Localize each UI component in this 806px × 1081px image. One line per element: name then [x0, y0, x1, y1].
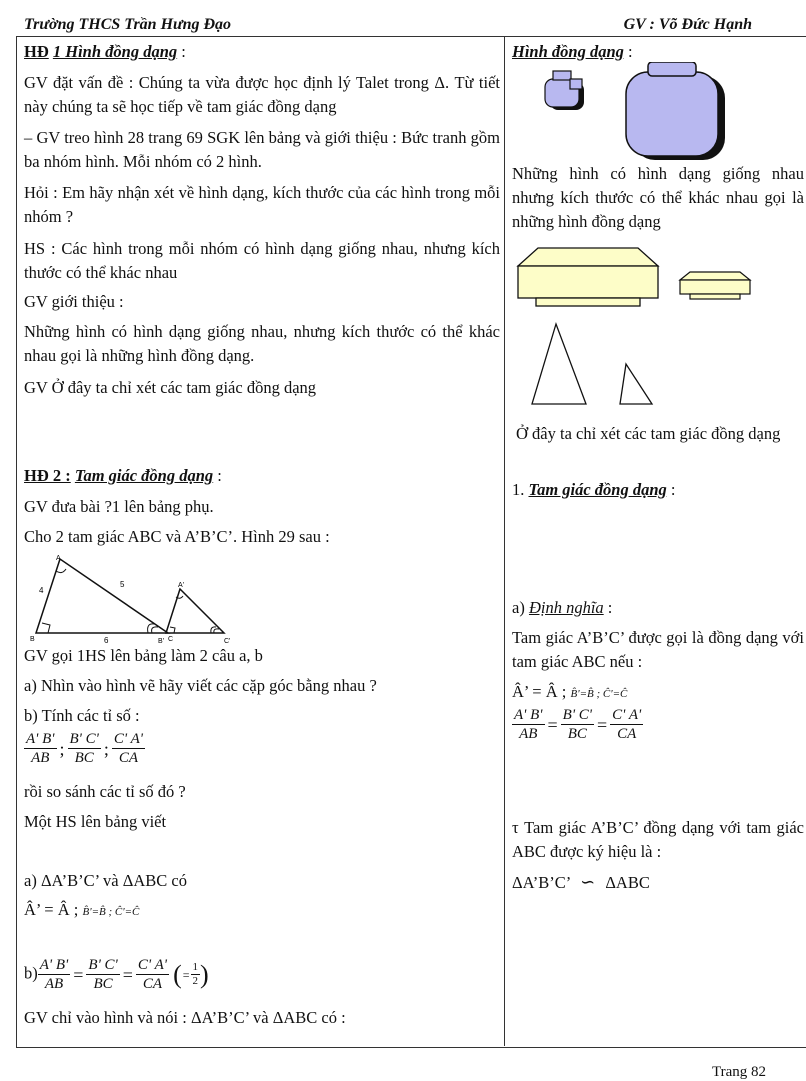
page-number: Trang 82 — [711, 1064, 766, 1080]
fraction-b1c1-bc: $\frac{B' C'}{BC}$ — [69, 731, 99, 766]
left-p12: b) Tính các tỉ số : — [24, 706, 140, 725]
triangle-a1b1c1 — [166, 589, 224, 633]
left-p4: HS : Các hình trong mỗi nhóm có hình dạng giống nhau, nhưng kích thước có thể khác nhau — [24, 239, 500, 282]
left-p5: GV giới thiệu : — [24, 292, 124, 311]
right-p2: Ở đây ta chỉ xét các tam giác đồng dạng — [516, 424, 781, 443]
angle-mark-a — [56, 569, 66, 573]
triangle-abc — [36, 559, 168, 633]
label-b1: B' — [158, 638, 165, 645]
angle-mark-b — [42, 623, 50, 633]
notation-note: τ Tam giác A’B’C’ đồng dạng với tam giác ABC được ký hiệu là : — [512, 818, 804, 861]
left-p16: GV chỉ vào hình và nói : ΔA’B’C’ và ΔABC có : — [24, 1008, 346, 1027]
right-p1: Những hình có hình dạng giống nhau nhưng kích thước có thể khác nhau gọi là những hình đồng dạng — [512, 164, 804, 231]
fraction-c1a1-ca: $\frac{C' A'}{CA}$ — [113, 731, 143, 766]
similar-symbol: ∽ — [580, 872, 596, 892]
section-1-heading: 1. Tam giác đồng dạng : — [512, 480, 676, 499]
teacher-name: GV : Võ Đức Hạnh — [623, 16, 752, 33]
large-box — [518, 266, 658, 298]
left-p2: – GV treo hình 28 trang 69 SGK lên bảng và giới thiệu : Bức tranh gồm ba nhóm hình. Mỗi nhóm có 2 hình. — [24, 128, 500, 171]
label-a: A — [56, 555, 61, 562]
right-angle-equalities: Â’ = Â ; B̂'=B̂ ; Ĉ'=Ĉ — [512, 682, 628, 701]
angle-mark-c2 — [152, 627, 158, 633]
definition-text: Tam giác A’B’C’ được gọi là đồng dạng với tam giác ABC nếu : — [512, 628, 804, 671]
ratio-expression: $\frac{A' B'}{AB}$ ; $\frac{B' C'}{BC}$ ; $\frac{C' A'}{CA}$ — [26, 731, 143, 766]
fraction-a1b1-ab: $\frac{A' B'}{AB}$ — [26, 731, 55, 766]
left-p3: Hỏi : Em hãy nhận xét về hình dạng, kích thước của các hình trong mỗi nhóm ? — [24, 183, 500, 226]
left-angle-equalities: Â’ = Â ; B̂'=B̂ ; Ĉ'=Ĉ — [24, 900, 140, 919]
label-c1: C' — [224, 638, 231, 645]
hd1-heading: HĐ 1 Hình đồng dạng : — [24, 42, 186, 61]
left-p7: GV Ở đây ta chỉ xét các tam giác đồng dạng — [24, 378, 317, 397]
left-p9: Cho 2 tam giác ABC và A’B’C’. Hình 29 sau : — [24, 527, 330, 546]
school-name: Trường THCS Trần Hưng Đạo — [24, 16, 232, 33]
label-side-4: 4 — [39, 586, 44, 595]
fraction-answer-1: $\frac{A' B'}{AB}$ — [39, 957, 69, 992]
left-p11: a) Nhìn vào hình vẽ hãy viết các cặp góc bằng nhau ? — [24, 676, 377, 695]
label-b: B — [30, 636, 35, 643]
label-side-5: 5 — [120, 580, 125, 589]
left-p6: Những hình có hình dạng giống nhau, nhưng kích thước có thể khác nhau gọi là những hình đồng dạng. — [24, 322, 500, 365]
large-triangle — [532, 324, 586, 404]
small-triangle — [620, 364, 652, 404]
left-p14: Một HS lên bảng viết — [24, 812, 167, 831]
left-ratio-answer: b) $\frac{A' B'}{AB}$ = $\frac{B' C'}{BC}$ = $\frac{C' A'}{CA}$ (= $\frac{1}{2}$ ) — [24, 957, 209, 992]
angle-mark-b1 — [170, 627, 175, 633]
column-divider — [504, 36, 505, 1046]
hd2-heading: HĐ 2 : Tam giác đồng dạng : — [24, 466, 222, 485]
right-ratio-expression: $\frac{A' B'}{AB}$ = $\frac{B' C'}{BC}$ = $\frac{C' A'}{CA}$ — [514, 707, 642, 742]
triangle-figure-29 — [28, 553, 248, 645]
left-p1: GV đặt vấn đề : Chúng ta vừa được học định lý Talet trong Δ. Từ tiết này chúng ta sẽ học tiếp về tam giác đồng dạng — [24, 73, 500, 116]
fraction-answer-3: $\frac{C' A'}{CA}$ — [137, 957, 167, 992]
fraction-answer-2: $\frac{B' C'}{BC}$ — [88, 957, 118, 992]
right-heading: Hình đồng dạng : — [512, 42, 633, 61]
definition-heading: a) Định nghĩa : — [512, 598, 613, 617]
left-p13: rồi so sánh các tỉ số đó ? — [24, 782, 186, 801]
similar-shapes-group-1 — [540, 62, 730, 162]
similarity-notation: ΔA’B’C’ ∽ ΔABC — [512, 872, 650, 892]
similar-shapes-group-3 — [528, 320, 668, 410]
angle-mark-c — [148, 624, 154, 633]
page-header — [24, 16, 752, 36]
left-p8: GV đưa bài ?1 lên bảng phụ. — [24, 497, 214, 516]
label-c: C — [168, 636, 174, 643]
small-box — [680, 280, 750, 294]
similar-shapes-group-2 — [514, 244, 804, 312]
large-shape-body — [626, 72, 718, 156]
label-side-6: 6 — [104, 636, 109, 645]
left-p15: a) ΔA’B’C’ và ΔABC có — [24, 871, 187, 890]
label-a1: A' — [178, 582, 185, 589]
left-p10: GV gọi 1HS lên bảng làm 2 câu a, b — [24, 646, 263, 665]
fraction-one-half: $\frac{1}{2}$ — [192, 961, 199, 987]
